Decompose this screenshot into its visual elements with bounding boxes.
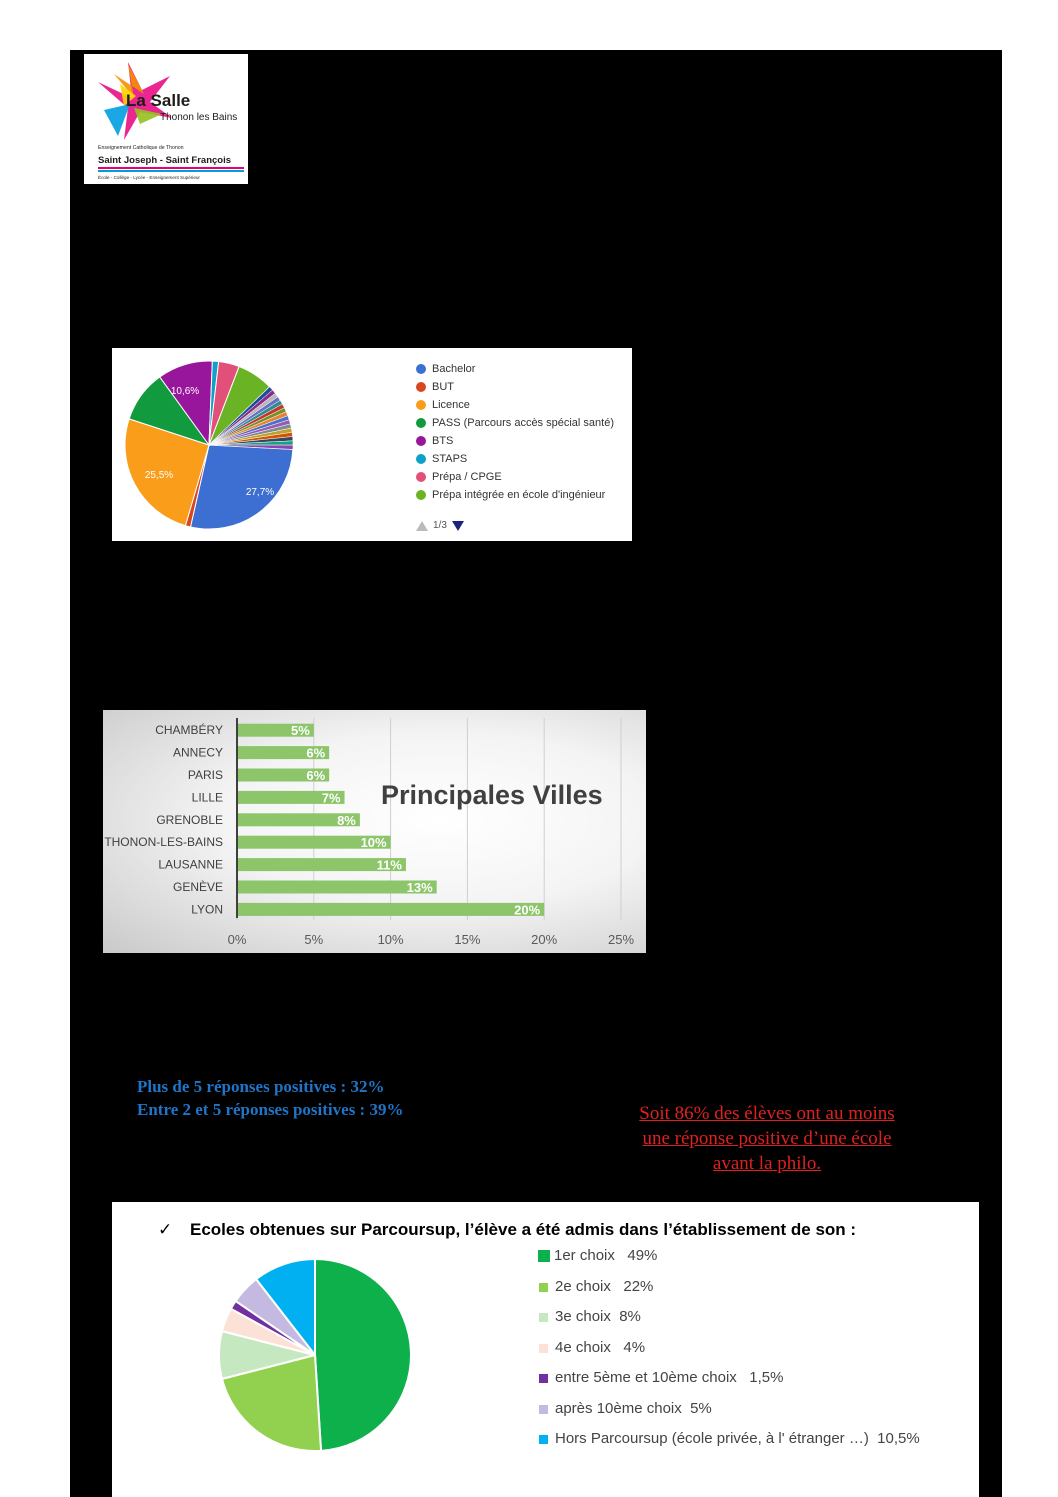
legend-item[interactable] xyxy=(538,1399,920,1430)
la-salle-logo xyxy=(84,54,248,184)
legend-label: Prépa / CPGE xyxy=(432,471,502,483)
formations-pie-panel xyxy=(112,348,632,541)
svg-text:Thonon les Bains: Thonon les Bains xyxy=(160,112,238,123)
legend-label: entre 5ème et 10ème choix 1,5% xyxy=(555,1369,784,1386)
svg-text:École - Collège - Lycée - Ense: École - Collège - Lycée - Enseignement Supérieur xyxy=(98,175,200,180)
x-tick-label: 25% xyxy=(607,932,635,947)
legend-label: 1er choix 49% xyxy=(554,1247,658,1264)
legend-label: STAPS xyxy=(432,453,468,465)
formations-pie-chart xyxy=(112,348,412,541)
legend-item[interactable] xyxy=(416,432,614,450)
summary-text xyxy=(612,1101,922,1176)
legend-dot-icon xyxy=(416,472,426,482)
pager-up-icon[interactable] xyxy=(416,521,428,531)
cities-bar-panel xyxy=(103,710,646,953)
bar xyxy=(238,903,544,916)
legend-item[interactable] xyxy=(416,414,614,432)
legend-square-icon xyxy=(538,1250,550,1262)
legend-square-icon xyxy=(539,1435,548,1444)
x-tick-label: 0% xyxy=(227,932,247,947)
legend-label: 4e choix 4% xyxy=(555,1338,646,1356)
svg-text:Enseignement Catholique de Tho: Enseignement Catholique de Thonon xyxy=(98,145,184,151)
formations-legend xyxy=(416,360,614,504)
y-category-label: CHAMBÉRY xyxy=(155,723,223,738)
summary-line-1: Soit 86% des élèves ont au moins xyxy=(639,1103,895,1124)
pager-label: 1/3 xyxy=(433,520,447,531)
legend-item[interactable] xyxy=(416,396,614,414)
legend-label: après 10ème choix 5% xyxy=(555,1399,712,1417)
pie-data-label: 27,7% xyxy=(245,487,275,498)
legend-item[interactable] xyxy=(538,1277,920,1308)
summary-line-3: avant la philo. xyxy=(712,1153,822,1174)
legend-dot-icon xyxy=(416,454,426,464)
bar-data-label: 7% xyxy=(321,790,341,806)
legend-square-icon xyxy=(539,1344,548,1353)
parcoursup-title-text: Ecoles obtenues sur Parcoursup, l’élève a été admis dans l’établissement de son : xyxy=(190,1220,857,1239)
legend-item[interactable] xyxy=(416,378,614,396)
legend-pager xyxy=(416,520,464,531)
stats-line-1: Plus de 5 réponses positives : 32% xyxy=(137,1077,385,1096)
legend-item[interactable] xyxy=(538,1429,920,1460)
pie-data-label: 25,5% xyxy=(144,470,174,481)
legend-square-icon xyxy=(539,1374,548,1383)
legend-item[interactable] xyxy=(416,486,614,504)
bar-data-label: 13% xyxy=(406,880,433,895)
legend-label: BUT xyxy=(432,381,454,393)
y-category-label: LAUSANNE xyxy=(158,857,223,872)
logo-star-icon xyxy=(84,54,248,184)
chart-title: Principales Villes xyxy=(381,780,603,810)
pie-slice-0 xyxy=(315,1259,411,1451)
parcoursup-pie-chart xyxy=(112,1202,512,1497)
y-category-label: GRENOBLE xyxy=(156,812,223,827)
bar-data-label: 10% xyxy=(360,835,387,851)
x-tick-label: 10% xyxy=(377,932,404,947)
summary-line-2: une réponse positive d’une école xyxy=(642,1128,892,1149)
svg-text:La Salle: La Salle xyxy=(126,91,191,110)
x-tick-label: 15% xyxy=(454,932,481,947)
legend-dot-icon xyxy=(416,364,426,374)
legend-dot-icon xyxy=(416,490,426,500)
svg-text:Saint Joseph - Saint François: Saint Joseph - Saint François xyxy=(98,155,232,166)
legend-item[interactable] xyxy=(416,450,614,468)
bar-data-label: 5% xyxy=(291,723,310,739)
legend-label: 3e choix 8% xyxy=(555,1308,641,1325)
legend-item[interactable] xyxy=(538,1338,920,1369)
legend-item[interactable] xyxy=(416,360,614,378)
bar-data-label: 20% xyxy=(514,902,541,918)
legend-label: Hors Parcoursup (école privée, à l' étranger …) 10,5% xyxy=(555,1430,920,1447)
y-category-label: PARIS xyxy=(187,768,223,782)
pager-down-icon[interactable] xyxy=(452,521,464,531)
x-tick-label: 5% xyxy=(304,932,324,947)
legend-label: PASS (Parcours accès spécial santé) xyxy=(432,417,614,429)
legend-item[interactable] xyxy=(538,1307,920,1338)
legend-label: Bachelor xyxy=(432,363,476,375)
legend-dot-icon xyxy=(416,418,426,428)
y-category-label: THONON-LES-BAINS xyxy=(104,835,223,850)
legend-label: 2e choix 22% xyxy=(555,1277,654,1295)
legend-dot-icon xyxy=(416,400,426,410)
bar-data-label: 11% xyxy=(376,857,402,873)
y-category-label: LILLE xyxy=(191,790,223,805)
bar-data-label: 6% xyxy=(306,745,326,761)
parcoursup-panel xyxy=(112,1202,979,1497)
pie-data-label: 10,6% xyxy=(170,386,200,397)
bar-data-label: 6% xyxy=(306,768,326,783)
legend-dot-icon xyxy=(416,382,426,392)
legend-item[interactable] xyxy=(538,1246,920,1277)
y-category-label: LYON xyxy=(191,902,223,917)
bar-data-label: 8% xyxy=(337,812,356,828)
parcoursup-legend xyxy=(538,1246,920,1460)
legend-item[interactable] xyxy=(416,468,614,486)
y-category-label: ANNECY xyxy=(172,745,223,760)
check-icon: ✓ xyxy=(158,1220,173,1239)
legend-square-icon xyxy=(539,1405,548,1414)
stats-line-2: Entre 2 et 5 réponses positives : 39% xyxy=(137,1100,404,1119)
legend-square-icon xyxy=(539,1313,548,1322)
legend-item[interactable] xyxy=(538,1368,920,1399)
legend-dot-icon xyxy=(416,436,426,446)
legend-label: BTS xyxy=(432,435,454,447)
legend-square-icon xyxy=(539,1283,548,1292)
y-category-label: GENÈVE xyxy=(172,880,223,894)
legend-label: Prépa intégrée en école d'ingénieur xyxy=(432,489,606,501)
x-tick-label: 20% xyxy=(531,932,558,947)
legend-label: Licence xyxy=(432,399,470,411)
cities-bar-chart xyxy=(103,710,646,953)
